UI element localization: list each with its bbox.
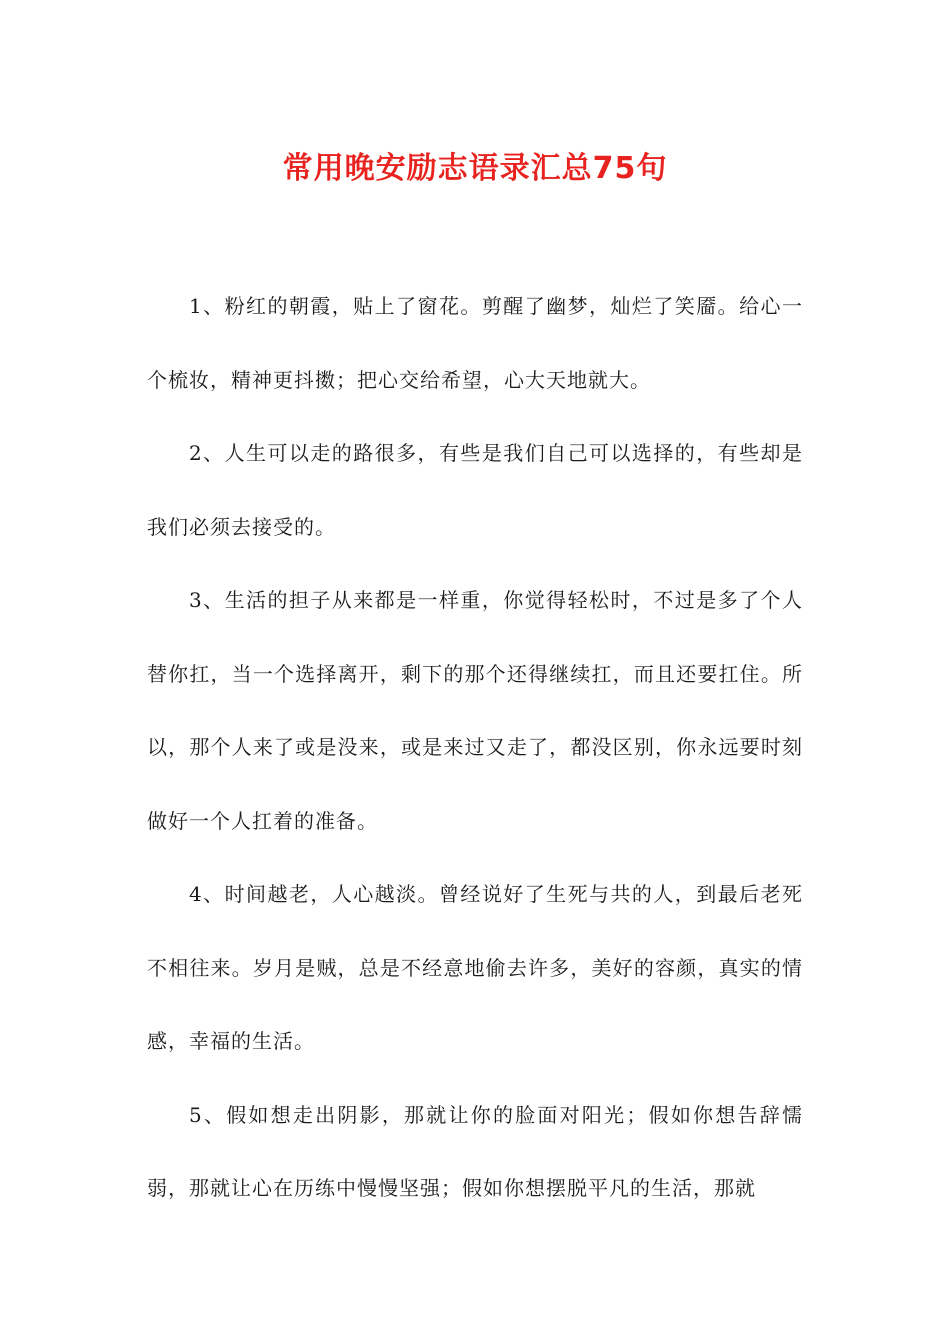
document-body — [147, 270, 803, 1226]
paragraph-4: 4、时间越老，人心越淡。曾经说好了生死与共的人，到最后老死不相往来。岁月是贼，总是不经意地偷去许多，美好的容颜，真实的情感，幸福的生活。 — [147, 882, 803, 1053]
paragraph-1: 1、粉红的朝霞，贴上了窗花。剪醒了幽梦，灿烂了笑靥。给心一个梳妆，精神更抖擞；把心交给希望，心大天地就大。 — [147, 294, 803, 392]
document-title: 常用晚安励志语录汇总75句 — [282, 151, 668, 186]
paragraph-3: 3、生活的担子从来都是一样重，你觉得轻松时，不过是多了个人替你扛，当一个选择离开，剩下的那个还得继续扛，而且还要扛住。所以，那个人来了或是没来，或是来过又走了，都没区别，你永远要时刻做好一个人扛着的准备。 — [147, 588, 803, 833]
paragraph-5: 5、假如想走出阴影，那就让你的脸面对阳光；假如你想告辞懦弱，那就让心在历练中慢慢坚强；假如你想摆脱平凡的生活，那就 — [147, 1102, 803, 1200]
paragraph-2: 2、人生可以走的路很多，有些是我们自己可以选择的，有些却是我们必须去接受的。 — [147, 441, 803, 539]
